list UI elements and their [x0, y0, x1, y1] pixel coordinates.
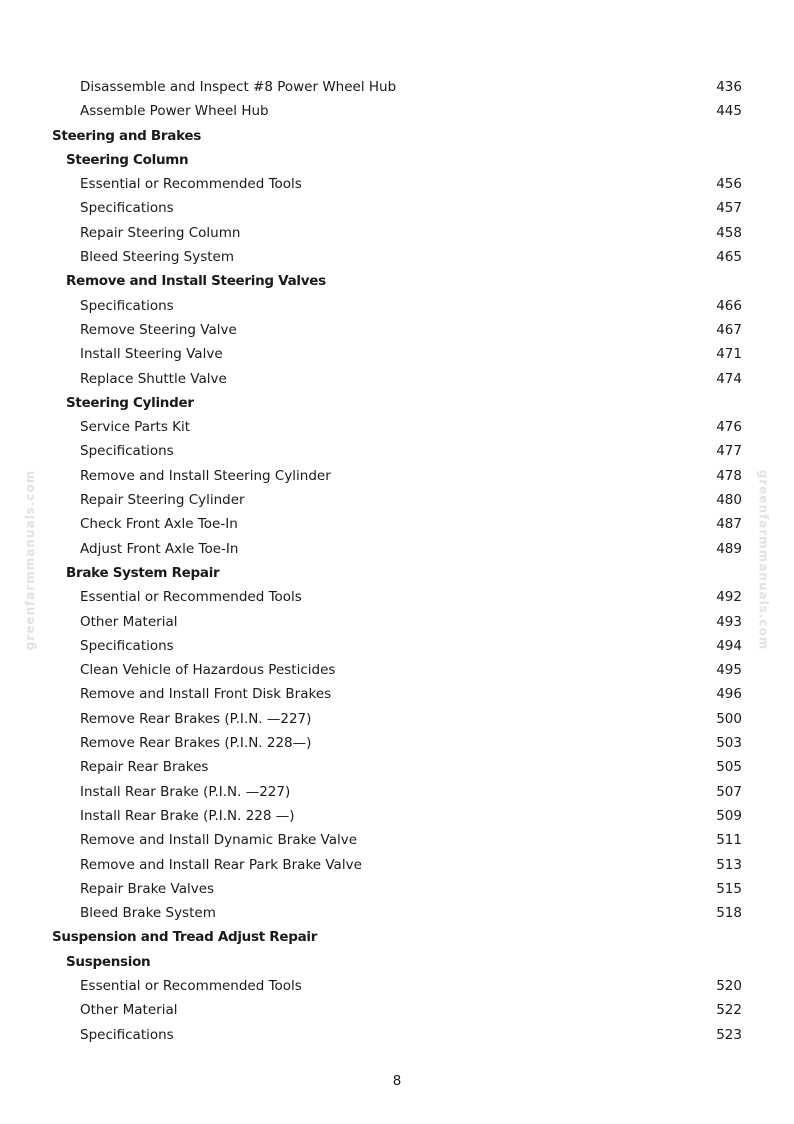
- toc-subsection-heading[interactable]: [0, 148, 794, 172]
- toc-entry-title: Install Steering Valve: [80, 346, 223, 363]
- toc-entry-page: 471: [716, 346, 742, 363]
- toc-entry-title: Install Rear Brake (P.I.N. 228 —): [80, 807, 295, 824]
- toc-entry[interactable]: [0, 707, 794, 731]
- toc-entry-page: 465: [716, 249, 742, 266]
- toc-entry-page: 520: [716, 977, 742, 994]
- toc-entry-title: Other Material: [80, 613, 178, 630]
- toc-entry-title: Repair Brake Valves: [80, 880, 215, 897]
- toc-entry-title: Repair Steering Column: [80, 224, 241, 241]
- toc-entry[interactable]: [0, 294, 794, 318]
- toc-entry-title: Repair Steering Cylinder: [80, 492, 245, 509]
- toc-entry-title: Suspension and Tread Adjust Repair: [52, 929, 318, 946]
- toc-entry[interactable]: [0, 488, 794, 512]
- toc-entry-page: 492: [716, 589, 742, 606]
- toc-entry-page: 474: [716, 370, 742, 387]
- toc-entry-title: Specifications: [80, 297, 174, 314]
- toc-entry-page: 513: [716, 856, 742, 873]
- toc-entry-page: 456: [716, 176, 742, 193]
- toc-entry-page: 505: [716, 759, 742, 776]
- toc-entry-page: 500: [716, 710, 742, 727]
- toc-entry[interactable]: [0, 780, 794, 804]
- toc-entry-page: 523: [716, 1026, 742, 1043]
- toc-section-heading[interactable]: [0, 925, 794, 949]
- toc-entry-page: 522: [716, 1002, 742, 1019]
- toc-entry[interactable]: [0, 537, 794, 561]
- toc-entry-title: Steering Column: [66, 151, 189, 168]
- toc-entry-page: 494: [716, 637, 742, 654]
- toc-entry[interactable]: [0, 172, 794, 196]
- toc-entry-title: Bleed Brake System: [80, 905, 216, 922]
- toc-entry[interactable]: [0, 99, 794, 123]
- toc-entry-title: Check Front Axle Toe-In: [80, 516, 238, 533]
- toc-entry[interactable]: [0, 221, 794, 245]
- toc-entry-title: Remove Steering Valve: [80, 321, 237, 338]
- toc-entry[interactable]: [0, 877, 794, 901]
- toc-entry-title: Steering and Brakes: [52, 127, 201, 144]
- toc-entry-page: 458: [716, 224, 742, 241]
- toc-entry-title: Steering Cylinder: [66, 394, 194, 411]
- toc-entry-page: 496: [716, 686, 742, 703]
- toc-entry-title: Clean Vehicle of Hazardous Pesticides: [80, 662, 336, 679]
- toc-entry-page: 480: [716, 492, 742, 509]
- toc-entry-page: 457: [716, 200, 742, 217]
- table-of-contents: [0, 75, 794, 1047]
- toc-entry-title: Remove and Install Front Disk Brakes: [80, 686, 332, 703]
- toc-entry-title: Remove and Install Steering Valves: [66, 273, 326, 290]
- toc-entry-title: Install Rear Brake (P.I.N. —227): [80, 783, 291, 800]
- toc-entry[interactable]: [0, 415, 794, 439]
- toc-entry[interactable]: [0, 512, 794, 536]
- toc-entry-page: 436: [716, 79, 742, 95]
- toc-entry-title: Specifications: [80, 637, 174, 654]
- toc-entry-title: Adjust Front Axle Toe-In: [80, 540, 239, 557]
- toc-entry[interactable]: [0, 196, 794, 220]
- toc-entry[interactable]: [0, 682, 794, 706]
- page-number: 8: [392, 1073, 402, 1089]
- watermark-right: greenfarmmanuals.com: [757, 469, 771, 651]
- toc-entry-page: 518: [716, 905, 742, 922]
- toc-entry[interactable]: [0, 610, 794, 634]
- toc-entry-title: Other Material: [80, 1002, 178, 1019]
- toc-entry-page: 467: [716, 321, 742, 338]
- toc-entry-title: Remove and Install Steering Cylinder: [80, 467, 331, 484]
- toc-entry[interactable]: [0, 658, 794, 682]
- toc-subsection-heading[interactable]: [0, 950, 794, 974]
- toc-entry-title: Brake System Repair: [66, 564, 220, 581]
- toc-entry-title: Remove and Install Rear Park Brake Valve: [80, 856, 362, 873]
- toc-section-heading[interactable]: [0, 124, 794, 148]
- toc-entry[interactable]: [0, 585, 794, 609]
- toc-entry[interactable]: [0, 1023, 794, 1047]
- toc-entry-title: Assemble Power Wheel Hub: [80, 103, 269, 120]
- watermark-left: greenfarmmanuals.com: [23, 469, 37, 651]
- toc-entry[interactable]: [0, 804, 794, 828]
- toc-entry[interactable]: [0, 853, 794, 877]
- toc-entry-title: Specifications: [80, 200, 174, 217]
- toc-entry-page: 515: [716, 880, 742, 897]
- toc-entry-page: 507: [716, 783, 742, 800]
- toc-subsection-heading[interactable]: [0, 561, 794, 585]
- toc-entry-title: Remove and Install Dynamic Brake Valve: [80, 832, 358, 849]
- toc-entry[interactable]: [0, 75, 794, 99]
- toc-entry-title: Essential or Recommended Tools: [80, 176, 302, 193]
- toc-entry-page: 503: [716, 735, 742, 752]
- toc-entry[interactable]: [0, 998, 794, 1022]
- toc-entry-title: Bleed Steering System: [80, 249, 235, 266]
- toc-entry[interactable]: [0, 974, 794, 998]
- toc-entry-title: Repair Rear Brakes: [80, 759, 209, 776]
- toc-entry-title: Remove Rear Brakes (P.I.N. 228—): [80, 735, 312, 752]
- toc-entry-page: 445: [716, 103, 742, 120]
- toc-entry-title: Remove Rear Brakes (P.I.N. —227): [80, 710, 312, 727]
- toc-entry-page: 477: [716, 443, 742, 460]
- toc-entry[interactable]: [0, 755, 794, 779]
- toc-entry[interactable]: [0, 342, 794, 366]
- toc-subsection-heading[interactable]: [0, 391, 794, 415]
- toc-entry-title: Replace Shuttle Valve: [80, 370, 227, 387]
- toc-entry-page: 493: [716, 613, 742, 630]
- toc-entry-page: 466: [716, 297, 742, 314]
- toc-entry-page: 495: [716, 662, 742, 679]
- toc-entry[interactable]: [0, 318, 794, 342]
- toc-entry[interactable]: [0, 634, 794, 658]
- toc-entry-title: Suspension: [66, 953, 151, 970]
- toc-entry-title: Specifications: [80, 1026, 174, 1043]
- toc-entry-title: Service Parts Kit: [80, 419, 191, 436]
- toc-entry-page: 509: [716, 807, 742, 824]
- toc-subsection-heading[interactable]: [0, 269, 794, 293]
- toc-entry-title: Specifications: [80, 443, 174, 460]
- toc-entry[interactable]: [0, 464, 794, 488]
- toc-entry-title: Essential or Recommended Tools: [80, 977, 302, 994]
- toc-entry[interactable]: [0, 828, 794, 852]
- toc-entry-title: Essential or Recommended Tools: [80, 589, 302, 606]
- toc-entry-title: Disassemble and Inspect #8 Power Wheel Hub: [80, 79, 397, 95]
- toc-entry-page: 487: [716, 516, 742, 533]
- toc-entry-page: 478: [716, 467, 742, 484]
- toc-entry-page: 476: [716, 419, 742, 436]
- toc-entry[interactable]: [0, 367, 794, 391]
- toc-entry[interactable]: [0, 245, 794, 269]
- toc-entry[interactable]: [0, 901, 794, 925]
- toc-entry[interactable]: [0, 439, 794, 463]
- toc-entry-page: 511: [716, 832, 742, 849]
- toc-entry-page: 489: [716, 540, 742, 557]
- toc-entry[interactable]: [0, 731, 794, 755]
